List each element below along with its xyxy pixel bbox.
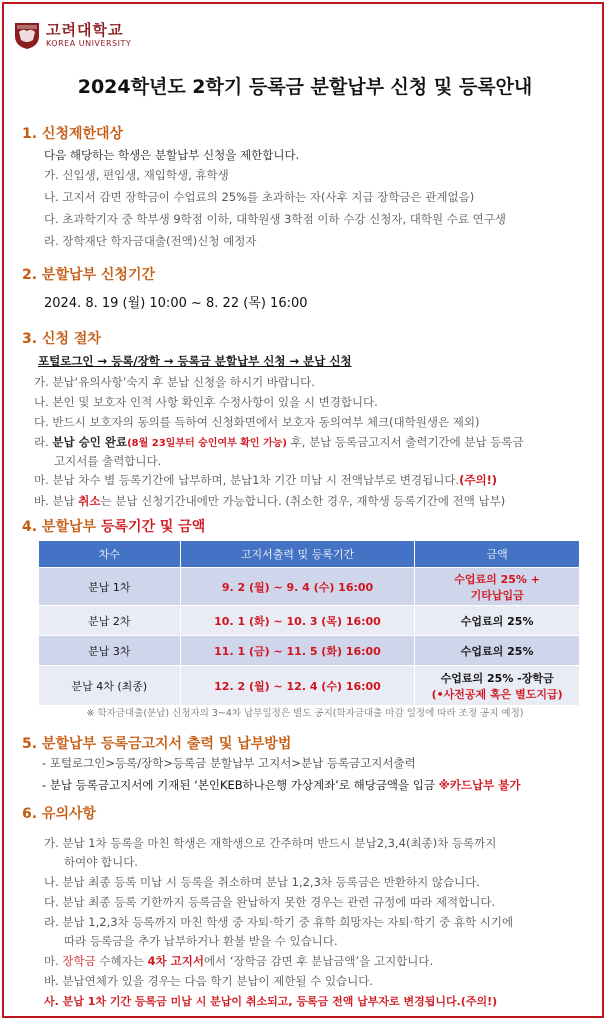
- installment-amount: 수업료의 25%: [415, 636, 580, 666]
- section-4-heading: 4. 분할납부 등록기간 및 금액: [22, 519, 206, 535]
- installment-amount: 수업료의 25% + 기타납입금: [415, 568, 580, 606]
- installment-table: [38, 540, 580, 706]
- installment-date: 10. 1 (화) ~ 10. 3 (목) 16:00: [180, 606, 415, 636]
- notice-item: 나. 분납 최종 등록 미납 시 등록을 취소하며 분납 1,2,3차 등록금은 반환하지 않습니다.: [44, 875, 480, 889]
- installment-date: 11. 1 (금) ~ 11. 5 (화) 16:00: [180, 636, 415, 666]
- logo-english: KOREA UNIVERSITY: [46, 38, 132, 48]
- application-period: 2024. 8. 19 (월) 10:00 ~ 8. 22 (목) 16:00: [44, 296, 308, 311]
- step-item: 다. 반드시 보호자의 동의를 득하여 신청화면에서 보호자 동의여부 체크(대학원생은 제외): [34, 415, 480, 429]
- logo-korean: 고려대학교: [46, 20, 124, 39]
- table-header-row: [39, 541, 580, 568]
- installment-date: 12. 2 (월) ~ 12. 4 (수) 16:00: [180, 666, 415, 706]
- step-item-approval: 라. 분납 승인 완료(8월 23일부터 승인여부 확인 가능) 후, 분납 등록금고지서 출력기간에 분납 등록금: [34, 435, 524, 449]
- section-3-heading: 3. 신청 절차: [22, 331, 101, 347]
- loan-note: ※ 학자금대출(분납) 신청자의 3~4차 납부일정은 별도 공지(학자금대출 마감 일정에 따라 조정 공지 예정): [86, 708, 524, 719]
- section-2-heading: 2. 분할납부 신청기간: [22, 267, 155, 283]
- column-header: 차수: [39, 541, 181, 568]
- table-row: [39, 666, 580, 706]
- university-logo: [14, 20, 131, 50]
- payment-step: - 분납 등록금고지서에 기재된 ‘본인KEB하나은행 가상계좌’로 해당금액을 입금 ※카드납부 불가: [42, 778, 521, 792]
- installment-no: 분납 3차: [39, 636, 181, 666]
- step-item: 가. 분납‘유의사항’숙지 후 분납 신청을 하시기 바랍니다.: [34, 375, 315, 389]
- section-5-heading: 5. 분할납부 등록금고지서 출력 및 납부방법: [22, 736, 292, 752]
- installment-no: 분납 1차: [39, 568, 181, 606]
- installment-no: 분납 4차 (최종): [39, 666, 181, 706]
- notice-item: 바. 분납연체가 있을 경우는 다음 학기 분납이 제한될 수 있습니다.: [44, 974, 374, 988]
- application-path: 포털로그인 → 등록/장학 → 등록금 분할납부 신청 → 분납 신청: [38, 354, 352, 368]
- section-1-item: 가. 신입생, 편입생, 재입학생, 휴학생: [44, 168, 229, 182]
- installment-amount: 수업료의 25%: [415, 606, 580, 636]
- section-1-item: 다. 초과학기자 중 학부생 9학점 이하, 대학원생 3학점 이하 수강 신청자, 대학원 수료 연구생: [44, 212, 506, 226]
- notice-item-scholarship: 마. 장학금 수혜자는 4차 고지서에서 ‘장학금 감면 후 분납금액’을 고지합니다.: [44, 954, 434, 968]
- section-1-item: 라. 장학재단 학자금대출(전액)신청 예정자: [44, 234, 257, 248]
- notice-item-cont: 하여야 합니다.: [64, 855, 138, 869]
- table-row: [39, 606, 580, 636]
- step-item-warning: 마. 분납 차수 별 등록기간에 납부하며, 분납1차 기간 미납 시 전액납부로 변경됩니다.(주의!): [34, 473, 498, 487]
- installment-amount: 수업료의 25% -장학금 (•사전공제 혹은 별도지급): [415, 666, 580, 706]
- column-header: 고지서출력 및 등록기간: [180, 541, 415, 568]
- korea-university-seal-icon: [14, 20, 40, 50]
- page-title: 2024학년도 2학기 등록금 분할납부 신청 및 등록안내: [77, 76, 533, 98]
- step-item-cancel: 바. 분납 취소는 분납 신청기간내에만 가능합니다. (취소한 경우, 재학생 등록기간에 전액 납부): [34, 494, 506, 508]
- notice-item-cont: 따라 등록금을 추가 납부하거나 환불 받을 수 있습니다.: [64, 934, 338, 948]
- section-1-intro: 다음 해당하는 학생은 분할납부 신청을 제한합니다.: [44, 148, 300, 162]
- section-1-item: 나. 고지서 감면 장학금이 수업료의 25%를 초과하는 자(사후 지급 장학금은 관계없음): [44, 190, 475, 204]
- section-1-heading: 1. 신청제한대상: [22, 126, 124, 142]
- payment-step: - 포털로그인>등록/장학>등록금 분할납부 고지서>분납 등록금고지서출력: [42, 756, 416, 770]
- step-item: 나. 본인 및 보호자 인적 사항 확인후 수정사항이 있을 시 변경합니다.: [34, 395, 378, 409]
- section-6-heading: 6. 유의사항: [22, 806, 97, 822]
- installment-date: 9. 2 (월) ~ 9. 4 (수) 16:00: [180, 568, 415, 606]
- installment-no: 분납 2차: [39, 606, 181, 636]
- column-header: 금액: [415, 541, 580, 568]
- table-row: [39, 568, 580, 606]
- notice-item-warning: 사. 분납 1차 기간 등록금 미납 시 분납이 취소되고, 등록금 전액 납부자로 변경됩니다.(주의!): [44, 995, 498, 1008]
- table-row: [39, 636, 580, 666]
- notice-item: 라. 분납 1,2,3차 등록까지 마친 학생 중 자퇴·학기 중 휴학 희망자는 자퇴·학기 중 휴학 시기에: [44, 915, 514, 929]
- notice-item: 다. 분납 최종 등록 기한까지 등록금을 완납하지 못한 경우는 관련 규정에 따라 제적합니다.: [44, 895, 496, 909]
- notice-item: 가. 분납 1차 등록을 마친 학생은 재학생으로 간주하며 반드시 분납2,3,4(최종)차 등록까지: [44, 836, 497, 850]
- step-item-cont: 고지서를 출력합니다.: [54, 454, 162, 468]
